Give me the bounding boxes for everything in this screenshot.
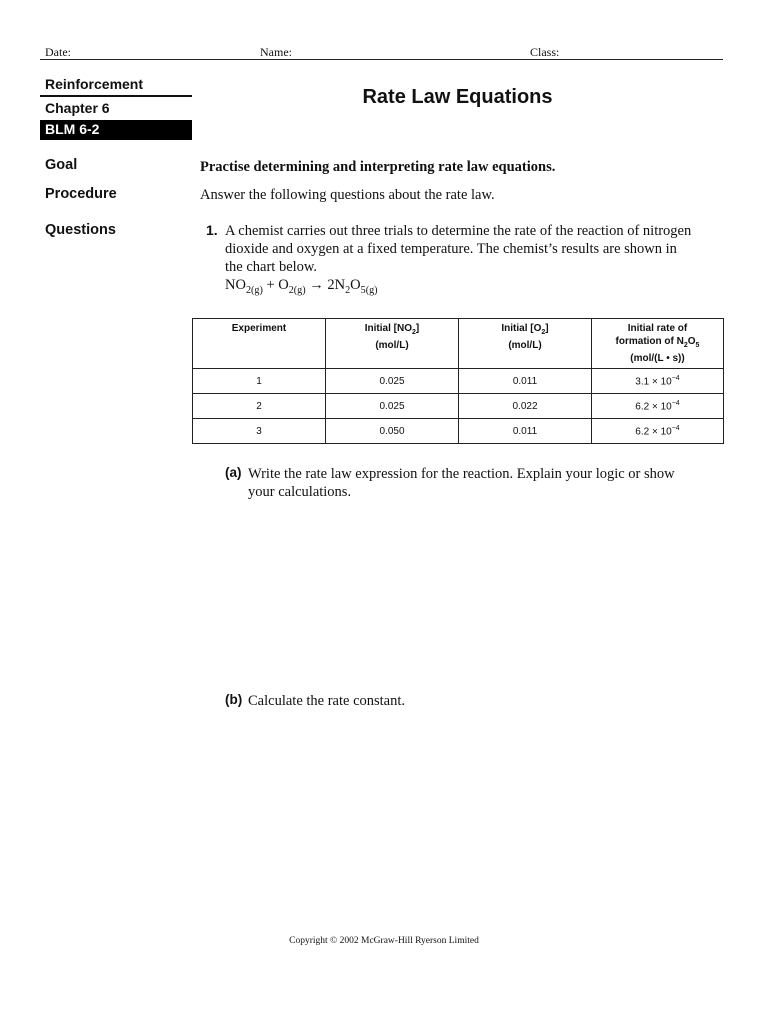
name-label: Name:	[260, 45, 292, 59]
cell-no2: 0.025	[326, 394, 459, 419]
goal-label: Goal	[45, 157, 78, 173]
table-row	[193, 369, 724, 394]
blm-label: BLM 6-2	[45, 121, 100, 137]
cell-rate: $6.2 \times 10^{-4}$	[592, 394, 724, 419]
part-b-line-1: Calculate the rate constant.	[248, 693, 406, 709]
cell-rate: $6.2 \times 10^{-4}$	[592, 419, 724, 444]
questions-label: Questions	[45, 222, 116, 238]
reinforcement-label: Reinforcement	[45, 76, 144, 92]
header-initial-rate: Initial rate of formation of $N_2O_5$ (mol/(L • s))	[592, 319, 724, 369]
class-label: Class:	[530, 45, 560, 59]
blm-badge	[40, 120, 192, 140]
chapter-label: Chapter 6	[45, 100, 110, 116]
table-row	[193, 394, 724, 419]
cell-experiment: 1	[193, 369, 326, 394]
header-experiment: Experiment	[193, 319, 326, 369]
question-1-number: 1.	[206, 222, 218, 238]
trial-results-table	[192, 318, 724, 444]
page-title: Rate Law Equations	[362, 86, 553, 108]
question-1-line-3: the chart below.	[225, 259, 318, 275]
header-initial-o2: Initial $[O_2]$ (mol/L)	[459, 319, 592, 369]
reaction-equation: $NO_{2(g)} + O_{2(g)} \to 2N_2O_{5(g)}$	[225, 277, 378, 296]
procedure-text: Answer the following questions about the rate law.	[200, 187, 495, 203]
table-header-row	[193, 319, 724, 369]
cell-experiment: 3	[193, 419, 326, 444]
date-label: Date:	[45, 45, 71, 59]
part-a-label: (a)	[225, 465, 242, 480]
cell-no2: 0.025	[326, 369, 459, 394]
procedure-label: Procedure	[45, 186, 117, 202]
header-initial-no2: Initial $[NO_2]$ (mol/L)	[326, 319, 459, 369]
part-b-label: (b)	[225, 692, 243, 707]
cell-o2: 0.022	[459, 394, 592, 419]
header-rule	[40, 59, 723, 60]
part-a-line-2: your calculations.	[248, 484, 352, 500]
question-1-line-1: A chemist carries out three trials to determine the rate of the reaction of nitrogen	[225, 223, 692, 239]
part-a-line-1: Write the rate law expression for the reaction. Explain your logic or show	[248, 466, 675, 482]
cell-o2: 0.011	[459, 419, 592, 444]
sidebar-rule	[40, 95, 192, 97]
table-row	[193, 419, 724, 444]
cell-o2: 0.011	[459, 369, 592, 394]
goal-text: Practise determining and interpreting rate law equations.	[200, 159, 556, 175]
cell-experiment: 2	[193, 394, 326, 419]
cell-rate: $3.1 \times 10^{-4}$	[592, 369, 724, 394]
cell-no2: 0.050	[326, 419, 459, 444]
question-1-line-2: dioxide and oxygen at a fixed temperature. The chemist’s results are shown in	[225, 241, 677, 257]
copyright-footer: Copyright © 2002 McGraw-Hill Ryerson Limited	[289, 936, 479, 946]
